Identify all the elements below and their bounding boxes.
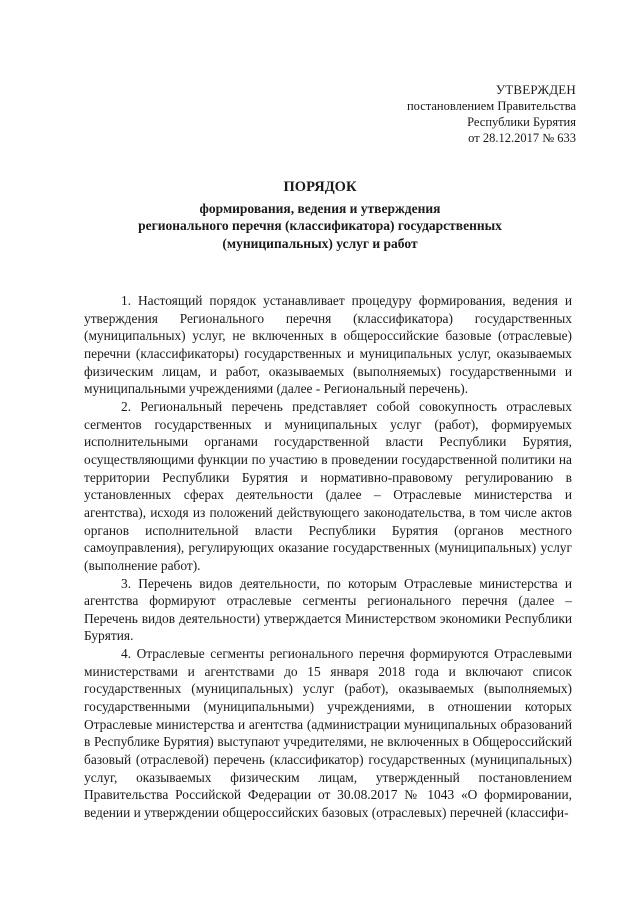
document-body	[84, 292, 572, 822]
title-line: регионального перечня (классификатора) государственных	[138, 218, 502, 233]
approval-title: УТВЕРЖДЕН	[495, 82, 576, 97]
approval-line: Республики Бурятия	[467, 115, 576, 129]
approval-stamp	[316, 82, 576, 146]
title-line: формирования, ведения и утверждения	[199, 200, 441, 216]
approval-line: постановлением Правительства	[406, 99, 576, 113]
paragraph: 3. Перечень видов деятельности, по которым Отраслевые министерства и агентства формируют отраслевые сегменты регионального перечня (далее – Перечень видов деятельности) утверждается Министерством экономики Республики Бурятия.	[84, 575, 572, 644]
approval-date: от 28.12.2017 № 633	[468, 131, 576, 145]
paragraph: 2. Региональный перечень представляет собой совокупность отраслевых сегментов государственных и муниципальных услуг (работ), формируемых исполнительными органами государственной власти Республики Бурятия, осуществляющими функции по участию в проведении государственной политики на территории Республики Бурятия и нормативно-правовому регулированию в установленных сферах деятельности (далее – Отраслевые министерства и агентства), исходя из положений действующего законодательства, в том числе актов органов исполнительной власти Республики Бурятия (органов местного самоуправления), регулирующих оказание государственных (муниципальных) услуг (выполнение работ).	[84, 398, 572, 573]
paragraph: 1. Настоящий порядок устанавливает процедуру формирования, ведения и утверждения Регионального перечня (классификатора) государственных (муниципальных) услуг, не включенных в общероссийские базовые (отраслевые) перечни (классификаторы) государственных и муниципальных услуг, оказываемых физическим лицам, и работ, оказываемых (выполняемых) государственными и муниципальными учреждениями (далее - Региональный перечень).	[84, 293, 572, 397]
title-heading: ПОРЯДОК	[283, 179, 357, 195]
title-line: (муниципальных) услуг и работ	[222, 235, 418, 251]
paragraph: 4. Отраслевые сегменты регионального перечня формируются Отраслевыми министерствами и агентствами до 15 января 2018 года и включают список государственных (муниципальных) услуг (работ), оказываемых (выполняемых) государственными (муниципальными) учреждениями, в отношении которых Отраслевые министерства и агентства (администрации муниципальных образований в Республике Бурятия) выступают учредителями, не включенных в Общероссийский базовый (отраслевой) перечень (классификатор) государственных (муниципальных) услуг, оказываемых физическим лицам, утвержденный постановлением Правительства Российской Федерации от 30.08.2017 № 1043 «О формировании, ведении и утверждении общероссийских базовых (отраслевых) перечней (классифи-	[84, 646, 572, 821]
document-title	[60, 179, 580, 252]
